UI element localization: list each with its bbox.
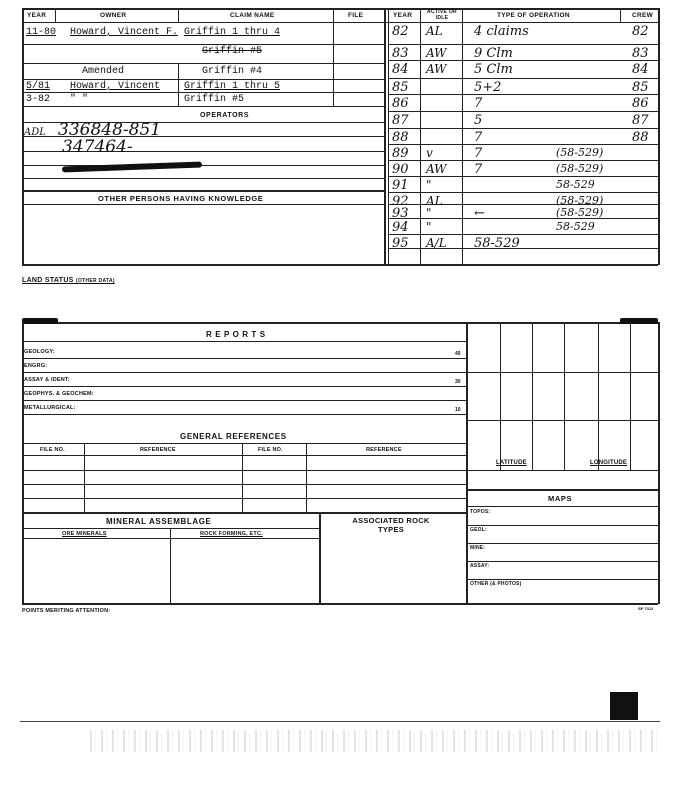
mineral-assemblage-title: MINERAL ASSEMBLAGE xyxy=(106,517,212,526)
activity-status: A/L xyxy=(426,236,447,250)
maps-row-label: ASSAY: xyxy=(470,563,490,569)
activity-status: AW xyxy=(426,46,447,60)
activity-crew: (58-529) xyxy=(556,194,604,207)
header-year-activity: YEAR xyxy=(393,12,413,19)
owner-row-claim: Griffin 1 thru 4 xyxy=(184,27,281,38)
activity-crew: 83 xyxy=(632,46,649,61)
activity-year: 94 xyxy=(392,220,409,235)
activity-status: AL xyxy=(426,194,443,208)
activity-year: 92 xyxy=(392,194,409,209)
activity-crew: (58-529) xyxy=(556,162,604,175)
owner-row-owner: Howard, Vincent F. xyxy=(70,27,179,38)
report-row-label: METALLURGICAL: xyxy=(24,405,76,411)
header-active-or-idle: ACTIVE OR IDLE xyxy=(427,9,457,21)
land-status-sub: (OTHER DATA) xyxy=(75,278,115,284)
activity-year: 86 xyxy=(392,96,409,111)
maps-row-label: GEOL: xyxy=(470,527,487,533)
activity-operation: 7 xyxy=(474,96,483,111)
report-row-number: 40 xyxy=(455,351,461,357)
owner-row-owner: " " xyxy=(70,94,89,105)
activity-operation: 7 xyxy=(474,162,483,177)
activity-year: 88 xyxy=(392,130,409,145)
report-row-label: ENGRG: xyxy=(24,363,48,369)
activity-crew: 86 xyxy=(632,96,649,111)
header-claim-name: CLAIM NAME xyxy=(230,12,275,19)
rock-forming-label: ROCK FORMING, ETC. xyxy=(200,531,263,537)
ref-col-file-no-1: FILE NO. xyxy=(40,447,65,453)
points-meriting-attention-label: POINTS MERITING ATTENTION: xyxy=(22,608,111,614)
owner-row-year: 3-82 xyxy=(26,94,51,105)
report-row-number: 30 xyxy=(455,379,461,385)
report-row-label: GEOPHYS. & GEOCHEM: xyxy=(24,391,94,397)
other-persons-title: OTHER PERSONS HAVING KNOWLEDGE xyxy=(98,194,264,203)
activity-year: 83 xyxy=(392,46,409,61)
header-owner: OWNER xyxy=(100,12,127,19)
header-file: FILE xyxy=(348,12,364,19)
activity-operation: 5 xyxy=(474,113,483,128)
top-right-blot xyxy=(620,318,658,324)
activity-crew: 82 xyxy=(632,24,649,39)
activity-operation: ← xyxy=(474,206,485,221)
owner-row-claim: Griffin #5 xyxy=(184,94,245,105)
owner-row-claim: Griffin #5 xyxy=(202,46,263,57)
activity-operation: 7 xyxy=(474,130,483,145)
activity-crew: 58-529 xyxy=(556,220,595,233)
owner-row-claim: Griffin 1 thru 5 xyxy=(184,81,281,92)
activity-year: 93 xyxy=(392,206,409,221)
activity-status: " xyxy=(426,220,432,234)
maps-row-label: TOPOS: xyxy=(470,509,491,515)
owner-row-year: 5/81 xyxy=(26,81,51,92)
associated-rock-types-label: ASSOCIATED ROCK TYPES xyxy=(352,516,430,534)
header-crew: CREW xyxy=(632,12,654,19)
owner-row-owner: Howard, Vincent xyxy=(70,81,161,92)
activity-year: 87 xyxy=(392,113,409,128)
activity-crew: 85 xyxy=(632,80,649,95)
latitude-label: LATITUDE xyxy=(496,460,527,466)
ore-minerals-label: ORE MINERALS xyxy=(62,531,107,537)
activity-status: AW xyxy=(426,162,447,176)
activity-operation: 58-529 xyxy=(474,236,520,251)
activity-crew: 87 xyxy=(632,113,649,128)
activity-year: 85 xyxy=(392,80,409,95)
maps-title: MAPS xyxy=(548,494,573,503)
operators-line-1: 336848-851 xyxy=(58,120,162,140)
activity-year: 89 xyxy=(392,146,409,161)
owner-row-owner: Amended xyxy=(82,66,125,77)
scan-artifact-block xyxy=(610,692,638,720)
scan-noise-strip xyxy=(90,730,660,752)
longitude-label: LONGITUDE xyxy=(590,460,628,466)
activity-status: AW xyxy=(426,62,447,76)
activity-year: 90 xyxy=(392,162,409,177)
activity-year: 84 xyxy=(392,62,409,77)
top-left-blot xyxy=(22,318,58,324)
activity-crew: (58-529) xyxy=(556,146,604,159)
reports-title: R E P O R T S xyxy=(206,330,266,339)
ref-col-reference-2: REFERENCE xyxy=(366,447,402,453)
activity-crew: 84 xyxy=(632,62,649,77)
activity-status: v xyxy=(426,146,433,160)
land-status-title: LAND STATUS xyxy=(22,277,74,284)
activity-operation: 4 claims xyxy=(474,24,529,39)
form-number: SP 7312 xyxy=(638,606,654,611)
general-references-title: GENERAL REFERENCES xyxy=(180,432,287,441)
header-type-of-operation: TYPE OF OPERATION xyxy=(497,12,570,19)
owner-row-claim: Griffin #4 xyxy=(202,66,263,77)
activity-status: " xyxy=(426,178,432,192)
report-row-label: ASSAY & IDENT: xyxy=(24,377,70,383)
activity-status: AL xyxy=(426,24,443,38)
activity-crew: 58-529 xyxy=(556,178,595,191)
operators-prefix: ADL xyxy=(24,127,46,138)
ref-col-file-no-2: FILE NO. xyxy=(258,447,283,453)
activity-operation: 5+2 xyxy=(474,80,502,95)
owner-row-year: 11-80 xyxy=(26,27,57,38)
operators-title: OPERATORS xyxy=(200,112,250,119)
report-row-number: 10 xyxy=(455,407,461,413)
redaction-mark xyxy=(62,162,202,173)
maps-row-label: OTHER (& PHOTOS) xyxy=(470,581,522,587)
activity-operation: 7 xyxy=(474,146,483,161)
maps-row-label: MINE: xyxy=(470,545,486,551)
operators-line-2: 347464- xyxy=(62,137,133,157)
activity-year: 82 xyxy=(392,24,409,39)
report-row-label: GEOLOGY: xyxy=(24,349,55,355)
ref-col-reference-1: REFERENCE xyxy=(140,447,176,453)
activity-operation: 5 Clm xyxy=(474,62,513,77)
activity-year: 91 xyxy=(392,178,409,193)
activity-status: " xyxy=(426,206,432,220)
activity-crew: 88 xyxy=(632,130,649,145)
header-year: YEAR xyxy=(27,12,47,19)
activity-crew: (58-529) xyxy=(556,206,604,219)
activity-year: 95 xyxy=(392,236,409,251)
activity-operation: 9 Clm xyxy=(474,46,513,61)
